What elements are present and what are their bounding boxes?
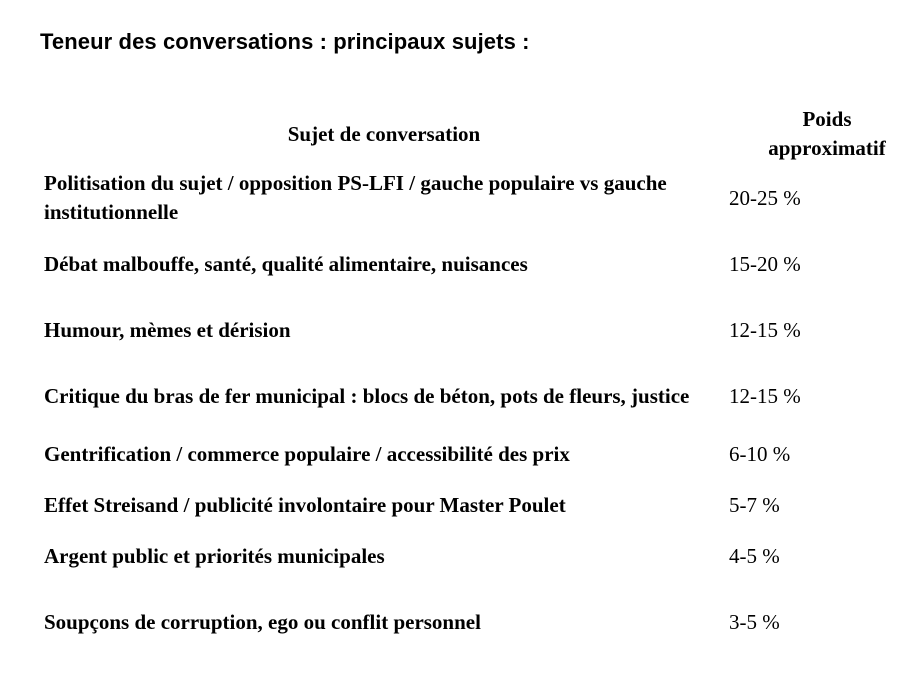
table-row	[44, 363, 904, 429]
table-row	[44, 582, 904, 663]
weight-cell: 20-25 %	[729, 185, 801, 210]
table-row	[44, 429, 904, 480]
weight-cell: 4-5 %	[729, 544, 780, 568]
topic-cell: Humour, mèmes et dérision	[44, 317, 291, 342]
topic-cell: Politisation du sujet / opposition PS-LFI / gauche populaire vs gauche institutionnelle	[44, 171, 667, 224]
weight-cell: 12-15 %	[729, 317, 801, 342]
table-row	[44, 531, 904, 582]
table-row	[44, 165, 904, 231]
page-title: Teneur des conversations : principaux sujets :	[40, 29, 530, 54]
table-row	[44, 297, 904, 363]
weight-header-line2: approximatif	[768, 136, 886, 160]
table-row	[44, 231, 904, 297]
topic-cell: Gentrification / commerce populaire / accessibilité des prix	[44, 442, 570, 466]
weight-cell: 5-7 %	[729, 493, 780, 517]
weight-cell: 12-15 %	[729, 383, 801, 408]
topics-table	[44, 105, 904, 663]
weight-column-header	[747, 105, 907, 163]
table-header-row	[44, 105, 904, 165]
topic-cell: Débat malbouffe, santé, qualité alimentaire, nuisances	[44, 251, 528, 276]
topic-cell: Soupçons de corruption, ego ou conflit personnel	[44, 610, 481, 634]
weight-cell: 6-10 %	[729, 442, 791, 466]
topic-column-header: Sujet de conversation	[287, 122, 481, 146]
table-row	[44, 480, 904, 531]
topic-cell: Effet Streisand / publicité involontaire pour Master Poulet	[44, 493, 566, 517]
weight-cell: 3-5 %	[729, 610, 780, 634]
topic-cell: Argent public et priorités municipales	[44, 544, 385, 568]
weight-header-line1: Poids	[802, 107, 852, 131]
topic-cell: Critique du bras de fer municipal : blocs de béton, pots de fleurs, justice	[44, 383, 690, 408]
weight-cell: 15-20 %	[729, 251, 801, 276]
